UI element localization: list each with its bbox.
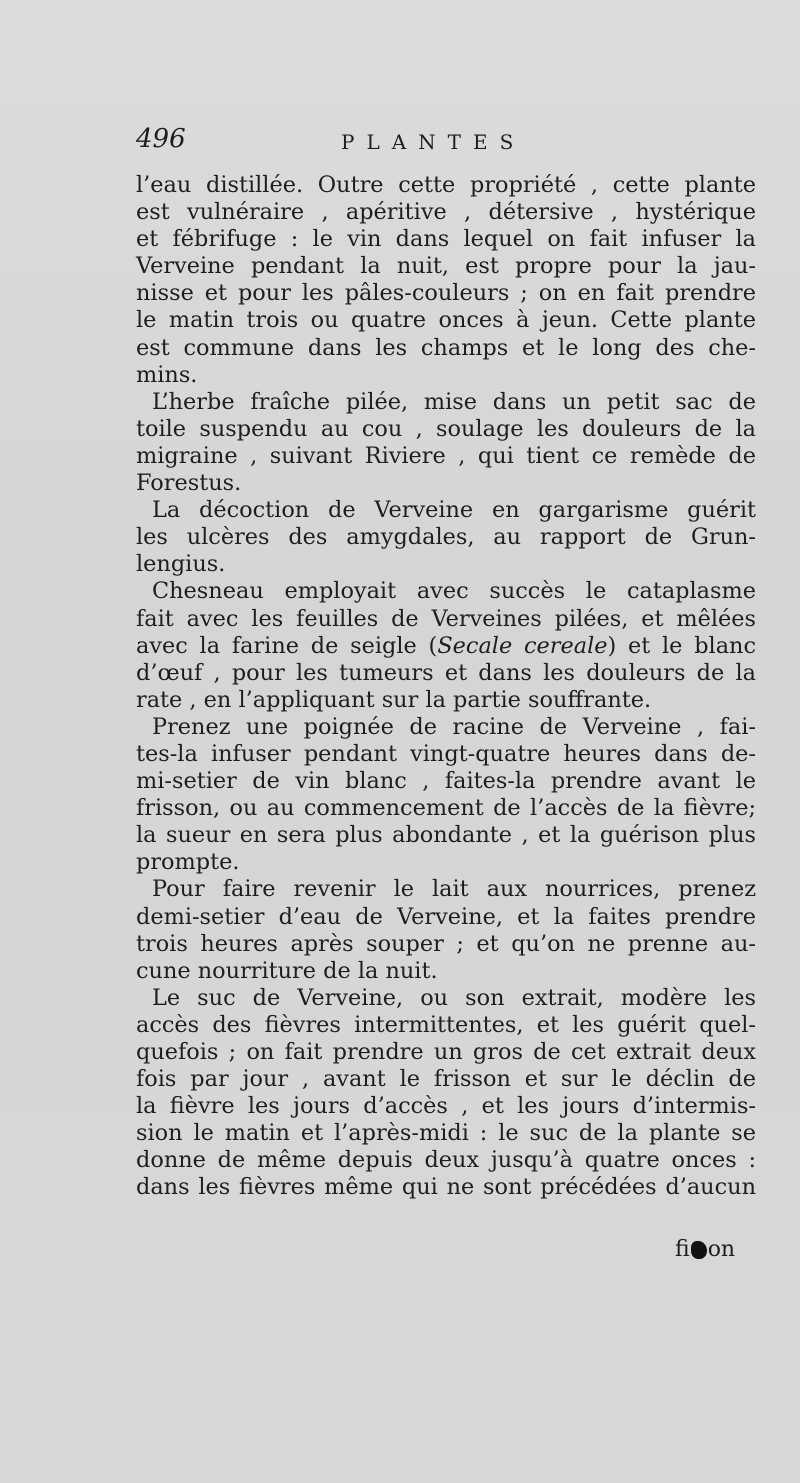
text-line: migraine , suivant Riviere , qui tient ce remède de [136, 442, 756, 469]
text-line: Forestus. [136, 470, 242, 497]
running-title: PLANTES [341, 130, 526, 154]
text-line: mi-setier de vin blanc , faites-la prendre avant le [136, 768, 756, 795]
text-line: Pour faire revenir le lait aux nourrices, prenez [152, 876, 756, 903]
text-line: tes-la infuser pendant vingt-quatre heures dans de- [136, 740, 756, 767]
text-line: l’eau distillée. Outre cette propriété , cette plante [136, 172, 756, 198]
text-line: frisson, ou au commencement de l’accès de la fièvre; [136, 795, 756, 822]
text-line: est vulnéraire , apéritive , détersive , hystérique [136, 199, 756, 226]
text-line: Chesneau employait avec succès le cataplasme [152, 578, 756, 605]
text-line: demi-setier d’eau de Verveine, et la faites prendre [136, 903, 756, 930]
text-line: prompte. [136, 849, 240, 876]
text-line: nisse et pour les pâles-couleurs ; on en fait prendre [136, 280, 756, 307]
body-text [136, 172, 756, 1202]
text-line: les ulcères des amygdales, au rapport de Grun- [136, 524, 756, 551]
page-header [136, 122, 756, 162]
text-line: Prenez une poignée de racine de Verveine , fai- [152, 713, 756, 740]
text-line: Le suc de Verveine, ou son extrait, modère les [152, 984, 756, 1011]
text-line: et fébrifuge : le vin dans lequel on fait infuser la [136, 226, 756, 253]
text-line: le matin trois ou quatre onces à jeun. Cette plante [136, 307, 756, 334]
text-line: est commune dans les champs et le long des che- [136, 334, 756, 361]
text-line: fois par jour , avant le frisson et sur le déclin de [136, 1066, 756, 1093]
botanical-name: Secale cereale [437, 632, 608, 659]
text-line: mins. [136, 361, 198, 388]
text-line: trois heures après souper ; et qu’on ne prenne au- [136, 930, 756, 957]
catchword-start: fi [675, 1237, 690, 1262]
catchword-end: on [707, 1237, 736, 1262]
ink-blot [691, 1241, 707, 1259]
text-line: donne de même depuis deux jusqu’à quatre onces : [136, 1147, 756, 1174]
catchword [675, 1237, 735, 1262]
text-line: rate , en l’appliquant sur la partie souffrante. [136, 686, 652, 713]
page-number: 496 [136, 124, 186, 154]
text-line: Verveine pendant la nuit, est propre pour la jau- [136, 253, 756, 280]
text-line: lengius. [136, 551, 226, 578]
text-line: cune nourriture de la nuit. [136, 957, 438, 984]
text-line: avec la farine de seigle (Secale cereale) et le blanc [136, 632, 756, 659]
text-line: La décoction de Verveine en gargarisme guérit [152, 497, 756, 524]
text-line: dans les fièvres même qui ne sont précédées d’aucun [136, 1174, 756, 1201]
text-line: accès des fièvres intermittentes, et les guérit quel- [136, 1011, 756, 1038]
text-line: d’œuf , pour les tumeurs et dans les douleurs de la [136, 659, 756, 686]
text-line: quefois ; on fait prendre un gros de cet extrait deux [136, 1039, 756, 1065]
text-line: fait avec les feuilles de Verveines pilées, et mêlées [136, 605, 756, 632]
text-line: la sueur en sera plus abondante , et la guérison plus [136, 822, 756, 849]
text-line: sion le matin et l’après-midi : le suc de la plante se [136, 1120, 756, 1147]
text-line: la fièvre les jours d’accès , et les jours d’intermis- [136, 1093, 756, 1120]
text-line: L’herbe fraîche pilée, mise dans un petit sac de [152, 388, 756, 415]
text-line: toile suspendu au cou , soulage les douleurs de la [136, 415, 756, 442]
